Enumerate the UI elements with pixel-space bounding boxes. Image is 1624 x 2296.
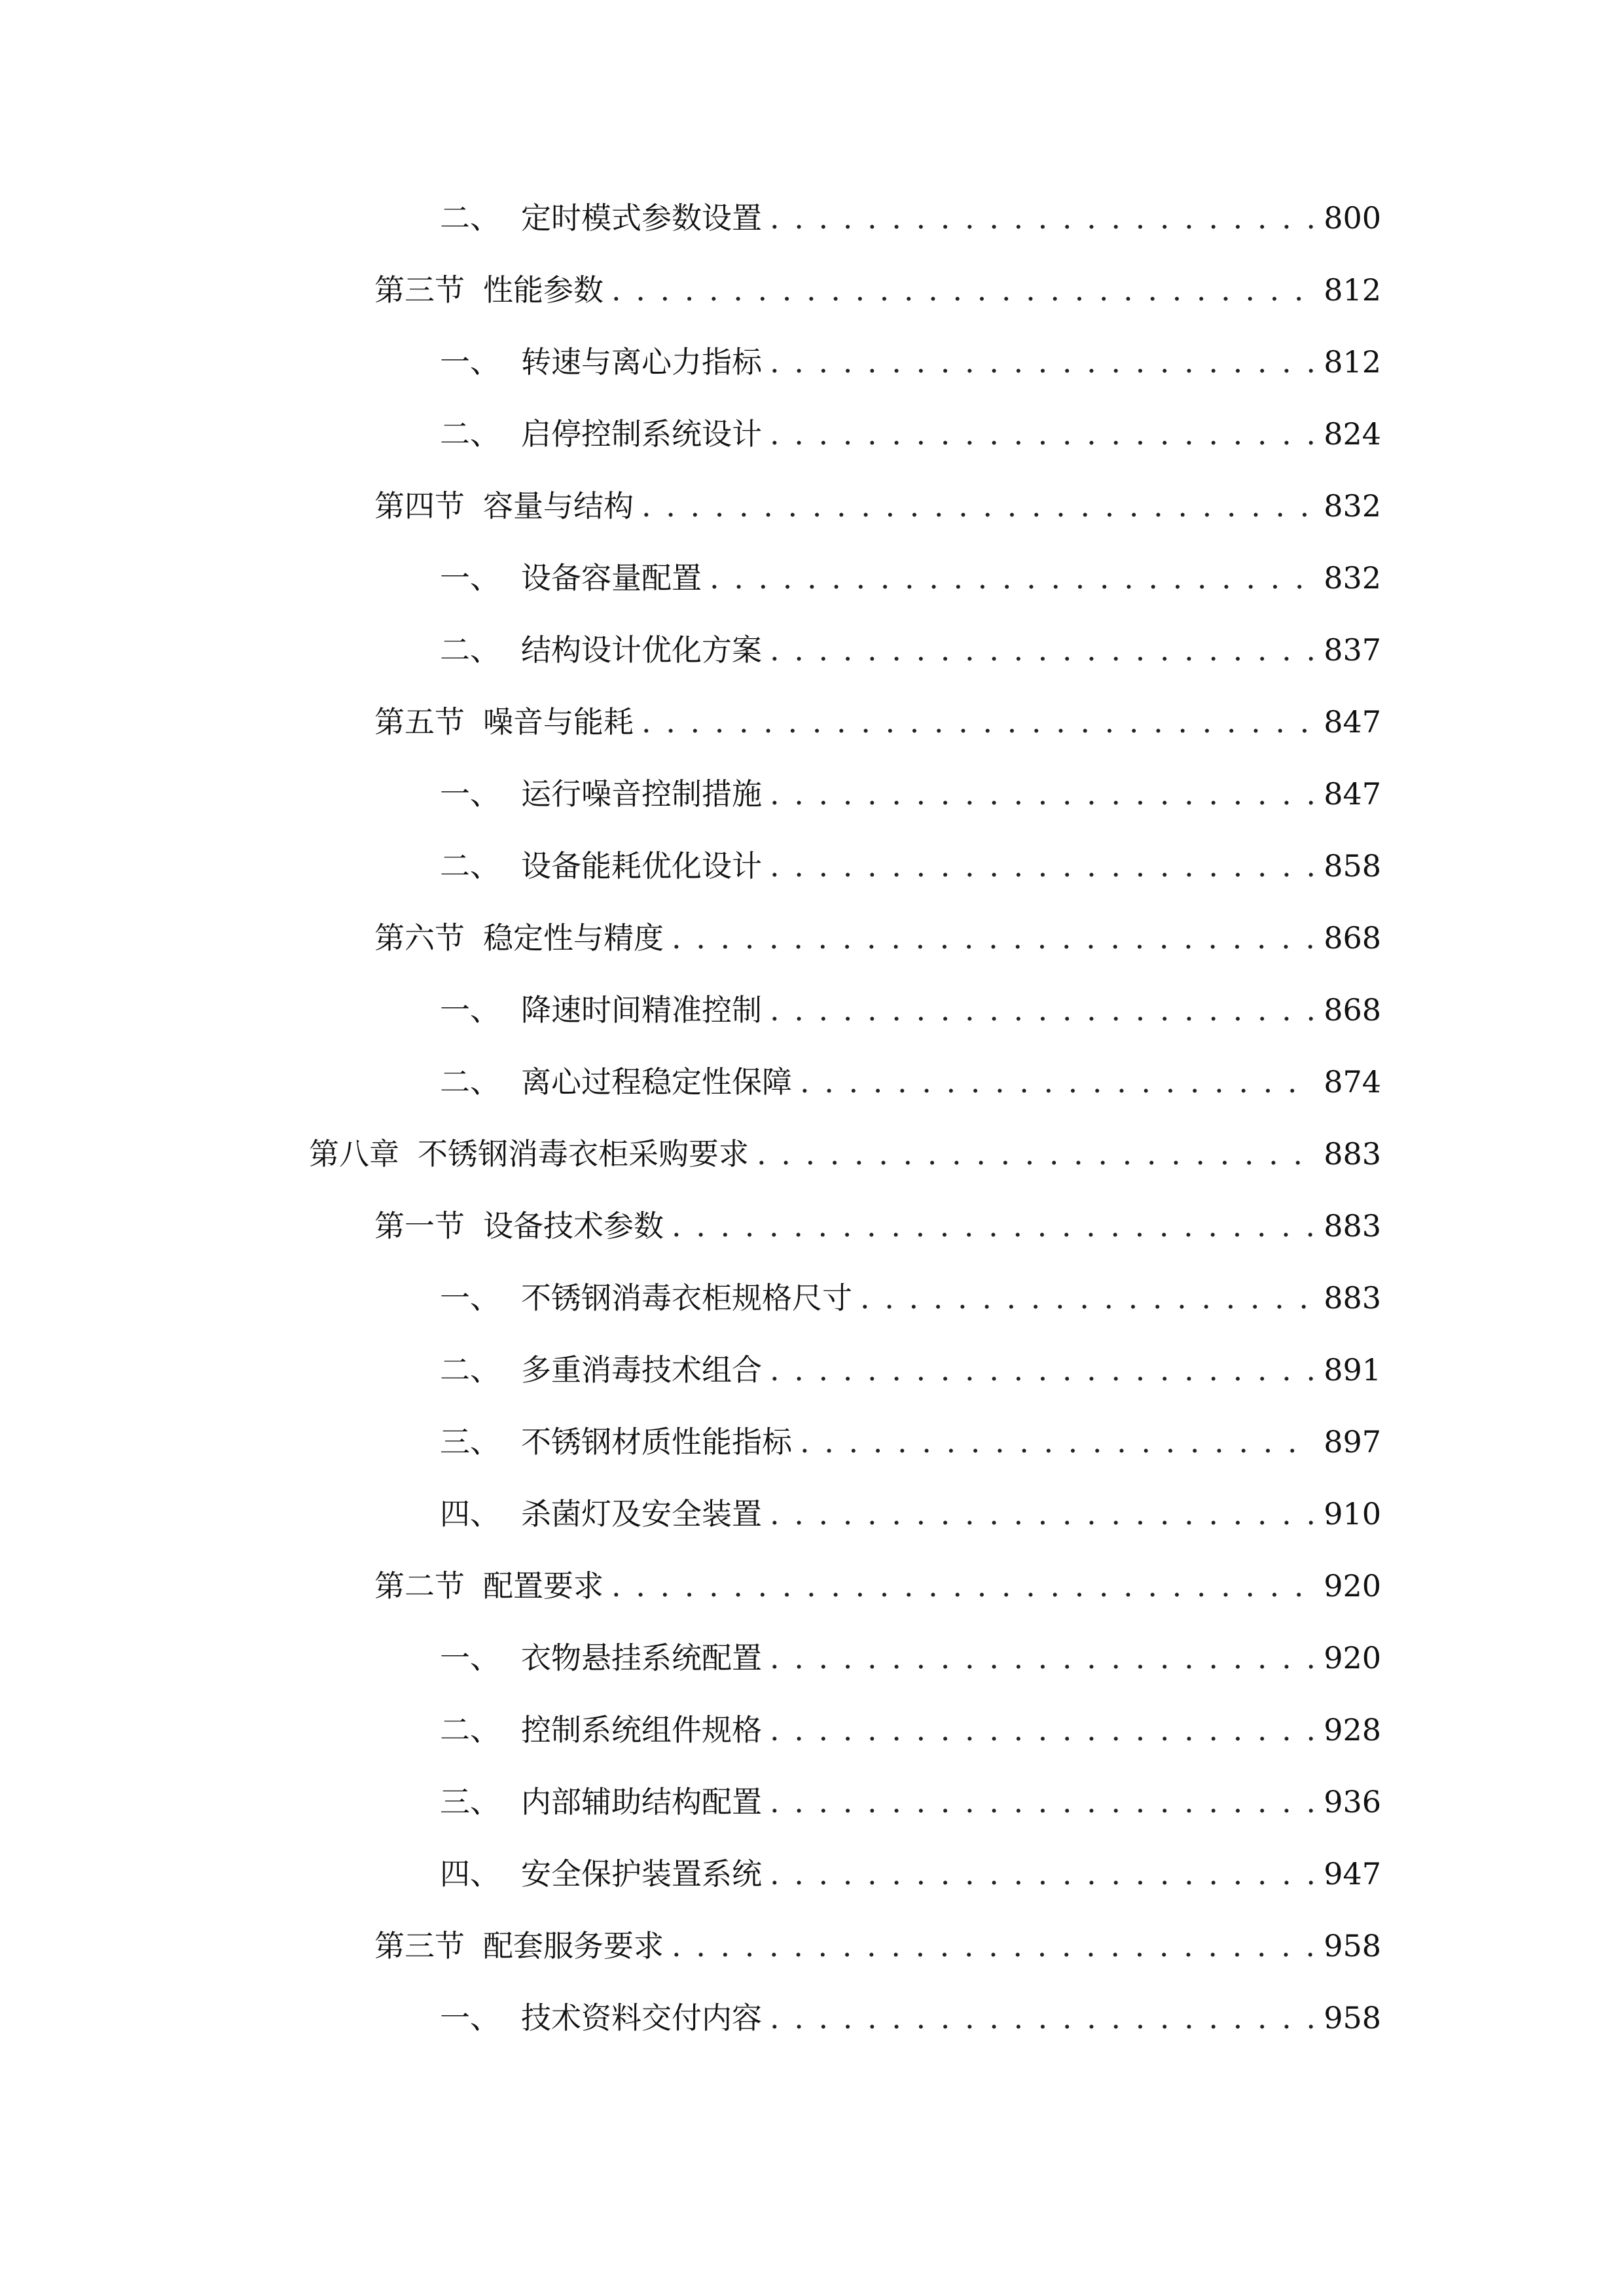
dot-leader [770,1848,1314,1900]
toc-entry[interactable] [440,1632,1381,1684]
entry-number: 二、 [440,848,500,884]
toc-entry[interactable] [440,1344,1381,1396]
entry-number: 三、 [440,1424,500,1460]
entry-title: 转速与离心力指标 [521,344,762,380]
toc-entry[interactable] [440,1776,1381,1828]
page-number: 897 [1324,1424,1381,1460]
page-number: 958 [1324,1928,1381,1964]
entry-title: 技术资料交付内容 [521,2000,762,2036]
dot-leader [770,768,1314,820]
page-number: 837 [1324,632,1381,668]
page-number: 958 [1324,2000,1381,2036]
entry-title: 配套服务要求 [483,1928,664,1964]
dot-leader [770,1632,1314,1684]
page-number: 883 [1324,1280,1381,1316]
dot-leader [641,696,1314,748]
toc-entry[interactable] [440,624,1381,676]
page-number: 824 [1324,416,1381,452]
entry-title: 多重消毒技术组合 [521,1352,762,1388]
page-number: 847 [1324,776,1381,812]
entry-number: 第三节 [374,1928,465,1964]
entry-title: 衣物悬挂系统配置 [521,1640,762,1676]
dot-leader [757,1128,1314,1180]
toc-entry[interactable] [440,840,1381,892]
dot-leader [641,480,1314,532]
entry-number: 四、 [440,1496,500,1532]
entry-number: 第三节 [374,272,465,308]
toc-entry[interactable] [440,1056,1381,1108]
toc-entry[interactable] [440,1704,1381,1756]
page-number: 883 [1324,1208,1381,1244]
dot-leader [611,1560,1314,1612]
toc-entry[interactable] [440,1416,1381,1468]
entry-title: 定时模式参数设置 [521,200,762,236]
toc-entry[interactable] [440,1992,1381,2044]
entry-number: 第六节 [374,920,465,956]
entry-number: 三、 [440,1784,500,1820]
toc-entry[interactable] [440,1488,1381,1540]
dot-leader [611,264,1314,316]
dot-leader [770,624,1314,676]
toc-entry[interactable] [440,984,1381,1036]
entry-number: 一、 [440,1280,500,1316]
entry-title: 不锈钢消毒衣柜采购要求 [418,1136,749,1172]
entry-title: 稳定性与精度 [483,920,664,956]
entry-title: 杀菌灯及安全装置 [521,1496,762,1532]
page-number: 800 [1324,200,1381,236]
entry-number: 一、 [440,560,500,596]
toc-entry[interactable] [440,408,1381,460]
page-number: 847 [1324,704,1381,740]
toc-entry[interactable] [440,1848,1381,1900]
entry-number: 一、 [440,2000,500,2036]
dot-leader [672,1200,1314,1252]
entry-title: 运行噪音控制措施 [521,776,762,812]
page-number: 868 [1324,992,1381,1028]
entry-number: 二、 [440,632,500,668]
entry-title: 性能参数 [483,272,604,308]
page-number: 812 [1324,344,1381,380]
entry-title: 设备能耗优化设计 [521,848,762,884]
entry-title: 内部辅助结构配置 [521,1784,762,1820]
dot-leader [860,1272,1314,1324]
entry-title: 控制系统组件规格 [521,1712,762,1748]
dot-leader [770,1704,1314,1756]
entry-title: 设备容量配置 [521,560,702,596]
entry-title: 安全保护装置系统 [521,1856,762,1892]
dot-leader [770,984,1314,1036]
page-number: 891 [1324,1352,1381,1388]
toc-entry[interactable] [374,1560,1381,1612]
dot-leader [770,1992,1314,2044]
page-number: 947 [1324,1856,1381,1892]
entry-title: 设备技术参数 [483,1208,664,1244]
entry-number: 四、 [440,1856,500,1892]
page-number: 858 [1324,848,1381,884]
entry-title: 启停控制系统设计 [521,416,762,452]
dot-leader [672,1920,1314,1972]
entry-title: 容量与结构 [483,488,634,524]
toc-entry[interactable] [440,768,1381,820]
dot-leader [770,1344,1314,1396]
dot-leader [672,912,1314,964]
entry-number: 二、 [440,1064,500,1100]
toc-entry[interactable] [309,1128,1381,1180]
page-number: 920 [1324,1568,1381,1604]
entry-number: 第五节 [374,704,465,740]
entry-number: 第四节 [374,488,465,524]
dot-leader [770,1776,1314,1828]
entry-number: 一、 [440,776,500,812]
toc-entry[interactable] [440,336,1381,388]
page-number: 812 [1324,272,1381,308]
entry-number: 一、 [440,344,500,380]
page-number: 883 [1324,1136,1381,1172]
entry-number: 一、 [440,1640,500,1676]
entry-number: 第一节 [374,1208,465,1244]
toc-entry[interactable] [374,1920,1381,1972]
toc-entry[interactable] [374,696,1381,748]
entry-number: 二、 [440,1712,500,1748]
entry-number: 二、 [440,200,500,236]
dot-leader [770,336,1314,388]
entry-title: 配置要求 [483,1568,604,1604]
dot-leader [770,840,1314,892]
entry-title: 不锈钢消毒衣柜规格尺寸 [521,1280,852,1316]
dot-leader [710,552,1314,604]
toc-entry[interactable] [374,912,1381,964]
entry-number: 二、 [440,416,500,452]
toc-entry[interactable] [374,480,1381,532]
dot-leader [800,1416,1314,1468]
dot-leader [770,192,1314,244]
page-number: 936 [1324,1784,1381,1820]
entry-number: 第二节 [374,1568,465,1604]
page-number: 868 [1324,920,1381,956]
entry-title: 噪音与能耗 [483,704,634,740]
entry-title: 不锈钢材质性能指标 [521,1424,792,1460]
entry-number: 第八章 [309,1136,399,1172]
entry-title: 离心过程稳定性保障 [521,1064,792,1100]
dot-leader [770,408,1314,460]
toc-entry[interactable] [374,1200,1381,1252]
entry-number: 二、 [440,1352,500,1388]
toc-entry[interactable] [374,264,1381,316]
toc-entry[interactable] [440,1272,1381,1324]
dot-leader [770,1488,1314,1540]
page-number: 928 [1324,1712,1381,1748]
page-number: 832 [1324,488,1381,524]
page-number: 832 [1324,560,1381,596]
entry-number: 一、 [440,992,500,1028]
entry-title: 降速时间精准控制 [521,992,762,1028]
page-number: 920 [1324,1640,1381,1676]
toc-entry[interactable] [440,552,1381,604]
page-number: 874 [1324,1064,1381,1100]
toc-entry[interactable] [440,192,1381,244]
entry-title: 结构设计优化方案 [521,632,762,668]
page-number: 910 [1324,1496,1381,1532]
dot-leader [800,1056,1314,1108]
